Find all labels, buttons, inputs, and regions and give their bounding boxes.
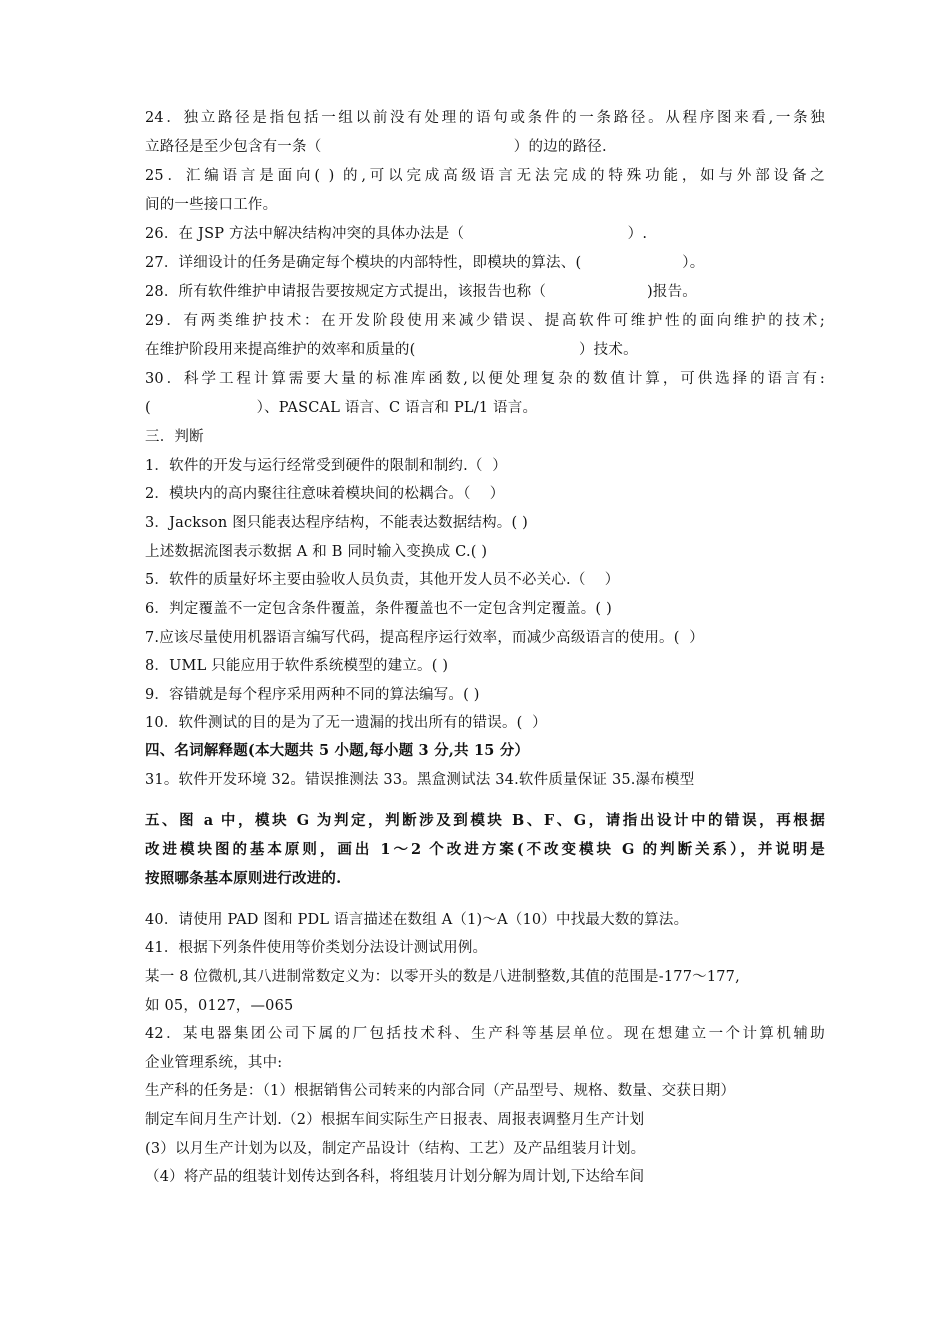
section-five-line-2: 改进模块图的基本原则，画出 1～2 个改进方案(不改变模块 G 的判断关系），并说明是 [145, 841, 825, 858]
judge-item-3: 3．Jackson 图只能表达程序结构，不能表达数据结构。( ) [145, 515, 529, 531]
q30-line-1: 30．科学工程计算需要大量的标准库函数,以便处理复杂的数值计算，可供选择的语言有: [145, 371, 825, 387]
section-judgement-heading: 三．判断 [145, 429, 204, 445]
q25-line-1: 25．汇编语言是面向( ) 的,可以完成高级语言无法完成的特殊功能，如与外部设备之 [145, 168, 825, 184]
judge-item-6: 6．判定覆盖不一定包含条件覆盖，条件覆盖也不一定包含判定覆盖。( ) [145, 601, 612, 617]
section-five-line-3: 按照哪条基本原则进行改进的. [145, 870, 342, 887]
judge-item-1: 1．软件的开发与运行经常受到硬件的限制和制约.（ ） [145, 458, 507, 474]
q24-line-2: 立路径是至少包含有一条（ ）的边的路径. [145, 139, 607, 155]
q42-task-line-1: 生产科的任务是：（1）根据销售公司转来的内部合同（产品型号、规格、数量、交获日期） [145, 1083, 736, 1099]
terms-list: 31。软件开发环境 32。错误推测法 33。黑盒测试法 34.软件质量保证 35.瀑布模型 [145, 772, 695, 788]
q41-condition-line-2: 如 05，0127，—065 [145, 998, 294, 1014]
q40-line: 40．请使用 PAD 图和 PDL 语言描述在数组 A（1)～A（10）中找最大数的算法。 [145, 912, 689, 928]
q30-line-2: ( ）、PASCAL 语言、C 语言和 PL/1 语言。 [145, 400, 538, 416]
judge-item-5: 5．软件的质量好坏主要由验收人员负责，其他开发人员不必关心.（ ） [145, 572, 620, 588]
q27-line: 27．详细设计的任务是确定每个模块的内部特性，即模块的算法、( ）。 [145, 255, 705, 271]
q28-line: 28．所有软件维护申请报告要按规定方式提出，该报告也称（ )报告。 [145, 284, 697, 300]
q41-condition-line-1: 某一 8 位微机,其八进制常数定义为：以零开头的数是八进制整数,其值的范围是-177～177, [145, 969, 740, 985]
q42-task-line-4: （4）将产品的组装计划传达到各科，将组装月计划分解为周计划,下达给车间 [145, 1169, 645, 1185]
q26-line: 26．在 JSP 方法中解决结构冲突的具体办法是（ ）. [145, 226, 648, 242]
q29-line-2: 在维护阶段用来提高维护的效率和质量的( ）技术。 [145, 342, 638, 358]
q42-line-2: 企业管理系统，其中: [145, 1055, 283, 1071]
q24-line-1: 24．独立路径是指包括一组以前没有处理的语句或条件的一条路径。从程序图来看,一条独 [145, 110, 825, 126]
q42-line-1: 42．某电器集团公司下属的厂包括技术科、生产科等基层单位。现在想建立一个计算机辅助 [145, 1026, 825, 1042]
judge-item-2: 2．模块内的高内聚往往意味着模块间的松耦合。（ ） [145, 486, 505, 502]
q42-task-line-3: (3）以月生产计划为以及，制定产品设计（结构、工艺）及产品组装月计划。 [145, 1141, 646, 1157]
judge-item-4: 上述数据流图表示数据 A 和 B 同时输入变换成 C.( ) [145, 544, 488, 560]
section-five-line-1: 五、图 a 中，模块 G 为判定，判断涉及到模块 B、F、G，请指出设计中的错误，再根据 [145, 812, 825, 829]
judge-item-7: 7.应该尽量使用机器语言编写代码，提高程序运行效率，而减少高级语言的使用。( ） [145, 630, 704, 646]
section-terms-heading: 四、名词解释题(本大题共 5 小题,每小题 3 分,共 15 分） [145, 742, 530, 759]
judge-item-9: 9．容错就是每个程序采用两种不同的算法编写。( ) [145, 687, 480, 703]
q41-line: 41．根据下列条件使用等价类划分法设计测试用例。 [145, 940, 488, 956]
judge-item-10: 10．软件测试的目的是为了无一遗漏的找出所有的错误。( ） [145, 715, 547, 731]
q42-task-line-2: 制定车间月生产计划.（2）根据车间实际生产日报表、周报表调整月生产计划 [145, 1112, 645, 1128]
q25-line-2: 间的一些接口工作。 [145, 197, 278, 213]
judge-item-8: 8．UML 只能应用于软件系统模型的建立。( ) [145, 658, 449, 674]
q29-line-1: 29．有两类维护技术：在开发阶段使用来减少错误、提高软件可维护性的面向维护的技术; [145, 313, 825, 329]
